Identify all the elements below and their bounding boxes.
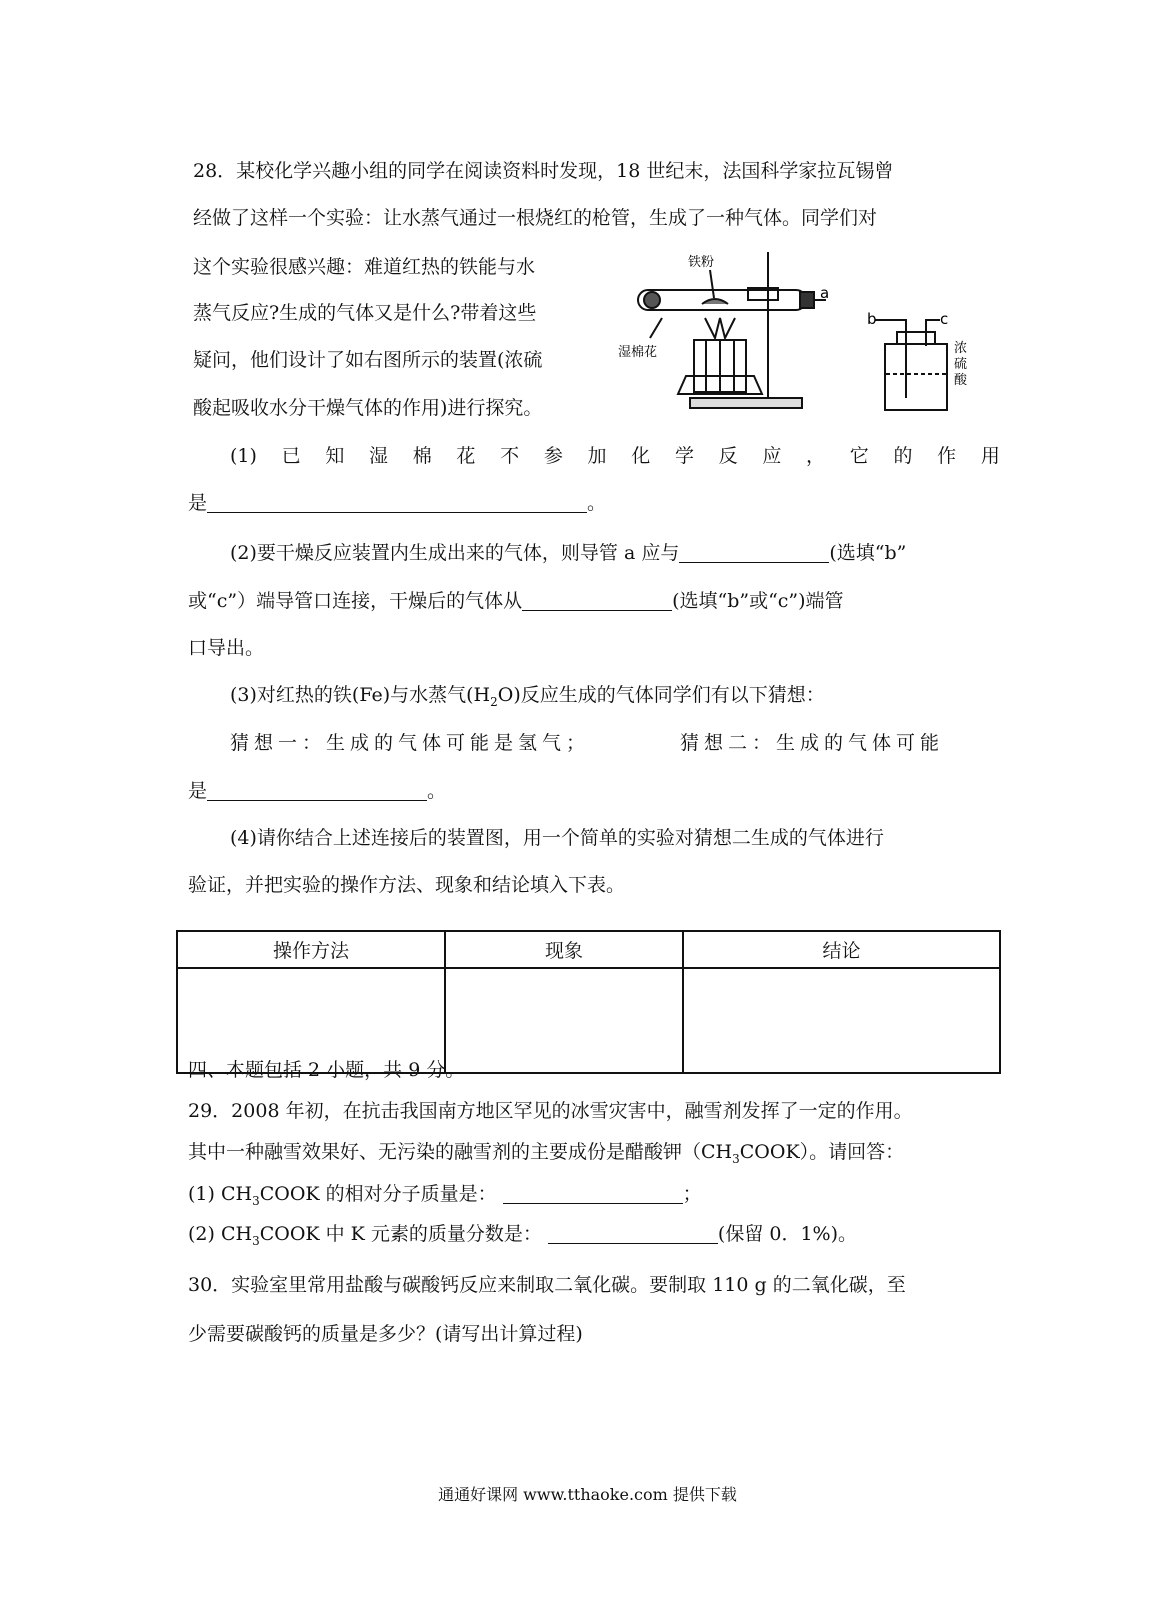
q28-part3-line [230, 683, 825, 707]
answer-blank-part1[interactable] [207, 492, 587, 513]
part1-char: 它 [849, 445, 869, 467]
stopper [800, 292, 814, 308]
answer-blank-guess-2[interactable] [207, 780, 427, 801]
part3-text-b: O)反应生成的气体同学们有以下猜想： [497, 684, 825, 706]
q28-intro-line-6: 酸起吸收水分干燥气体的作用)进行探究。 [193, 397, 543, 419]
q29-s2-end: (保留 0．1%)。 [717, 1223, 858, 1245]
part2-text-d: (选填“b”或“c”)端管 [672, 590, 844, 612]
answer-table [176, 930, 1001, 1074]
part1-char: 湿 [369, 445, 389, 467]
part1-char: 作 [937, 445, 957, 467]
q28-part1-line-1 [230, 444, 1000, 468]
stand-base [690, 398, 802, 408]
part1-char: 不 [500, 445, 520, 467]
label-acid-2: 硫 [954, 357, 968, 372]
wet-cotton-plug [644, 292, 660, 308]
part1-char: 已 [281, 445, 301, 467]
answer-blank-part2-b[interactable] [522, 590, 672, 611]
q28-intro-line-1: 28．某校化学兴趣小组的同学在阅读资料时发现，18 世纪末，法国科学家拉瓦锡曾 [193, 160, 894, 182]
table-header-operation: 操作方法 [177, 931, 445, 968]
q29-text-a: 其中一种融雪效果好、无污染的融雪剂的主要成份是醋酸钾（CH [188, 1141, 733, 1163]
table-header-phenomenon: 现象 [445, 931, 683, 968]
q29-s2-text-b: COOK 中 K 元素的质量分数是： [259, 1223, 542, 1245]
q28-part4-line-1: (4)请你结合上述连接后的装置图，用一个简单的实验对猜想二生成的气体进行 [230, 827, 884, 849]
q30-line-1: 30．实验室里常用盐酸与碳酸钙反应来制取二氧化碳。要制取 110 g 的二氧化碳，至 [188, 1274, 906, 1296]
q28-intro-line-5: 疑问，他们设计了如右图所示的装置(浓硫 [193, 349, 543, 371]
q28-intro-line-4: 蒸气反应?生成的气体又是什么?带着这些 [193, 302, 537, 324]
q28-part2-line-3: 口导出。 [188, 637, 265, 659]
answer-blank-q29-1[interactable] [503, 1183, 683, 1204]
q29-s2-text-a: (2) CH [188, 1223, 253, 1245]
guess-prefix: 是 [188, 780, 208, 802]
part2-text-c: 或“c”）端导管口连接，干燥后的气体从 [188, 590, 523, 612]
q28-part2-line-1 [230, 541, 906, 565]
label-c: c [940, 310, 949, 328]
iron-powder [702, 299, 728, 304]
q29-s1-text-b: COOK 的相对分子质量是： [259, 1183, 497, 1205]
part1-char: 化 [631, 445, 651, 467]
q29-s1-subscript: 3 [252, 1193, 260, 1208]
part1-char: 参 [543, 445, 563, 467]
part2-text-a: (2)要干燥反应装置内生成出来的气体，则导管 a 应与 [230, 542, 680, 564]
q28-intro-line-3: 这个实验很感兴趣：难道红热的铁能与水 [193, 256, 536, 278]
answer-cell-phenomenon[interactable] [445, 968, 683, 1073]
part2-text-b: (选填“b” [829, 542, 907, 564]
table-header-conclusion: 结论 [683, 931, 1000, 968]
guess-1: 猜想一：生成的气体可能是氢气； [230, 732, 591, 754]
q29-s1-end: ； [682, 1183, 702, 1205]
guess-suffix: 。 [427, 780, 447, 802]
q28-part2-line-2 [188, 589, 844, 613]
answer-blank-part2-a[interactable] [679, 542, 829, 563]
part1-char: 的 [893, 445, 913, 467]
q29-subscript: 3 [732, 1151, 740, 1166]
part1-char: 学 [674, 445, 694, 467]
part3-text-a: (3)对红热的铁(Fe)与水蒸气(H [230, 684, 491, 706]
label-acid-3: 酸 [954, 373, 968, 388]
part1-char: 应 [762, 445, 782, 467]
label-b: b [867, 310, 877, 328]
part1-suffix: 。 [587, 492, 607, 514]
drying-bottle [885, 344, 947, 410]
part3-subscript: 2 [490, 694, 498, 709]
q28-intro-line-2: 经做了这样一个实验：让水蒸气通过一根烧红的枪管，生成了一种气体。同学们对 [193, 207, 878, 229]
answer-blank-q29-2[interactable] [548, 1223, 718, 1244]
q30-line-2: 少需要碳酸钙的质量是多少？(请写出计算过程) [188, 1323, 583, 1345]
label-iron-powder: 铁粉 [688, 255, 715, 270]
part1-char: 加 [587, 445, 607, 467]
q29-sub-1 [188, 1182, 702, 1206]
q28-part1-line-2 [188, 491, 606, 515]
part1-char: ， [806, 445, 826, 467]
guess-line-2 [188, 779, 446, 803]
table-header-row [177, 931, 1000, 968]
bottle-neck [897, 332, 935, 344]
label-wet-cotton: 湿棉花 [618, 345, 658, 360]
part1-char: (1) [230, 445, 257, 467]
q28-part4-line-2: 验证，并把实验的操作方法、现象和结论填入下表。 [188, 874, 626, 896]
q29-s2-subscript: 3 [252, 1233, 260, 1248]
q29-s1-text-a: (1) CH [188, 1183, 253, 1205]
q29-text-b: COOK）。请回答： [739, 1141, 905, 1163]
part1-char: 知 [325, 445, 345, 467]
part1-char: 用 [980, 445, 1000, 467]
label-acid-1: 浓 [954, 341, 968, 356]
guess-2: 猜想二：生成的气体可能 [680, 732, 945, 754]
q29-line-2 [188, 1140, 904, 1164]
flame [705, 318, 735, 338]
label-a: a [820, 284, 830, 302]
section-4-heading: 四、本题包括 2 小题，共 9 分。 [188, 1059, 465, 1081]
part1-char: 棉 [412, 445, 432, 467]
part1-char: 花 [456, 445, 476, 467]
apparatus-figure [610, 248, 995, 426]
page-footer: 通通好课网 www.tthaoke.com 提供下载 [438, 1485, 737, 1504]
q29-line-1: 29．2008 年初，在抗击我国南方地区罕见的冰雪灾害中，融雪剂发挥了一定的作用。 [188, 1100, 913, 1122]
part1-char: 反 [718, 445, 738, 467]
part1-prefix: 是 [188, 492, 208, 514]
q29-sub-2 [188, 1222, 857, 1246]
answer-cell-conclusion[interactable] [683, 968, 1000, 1073]
